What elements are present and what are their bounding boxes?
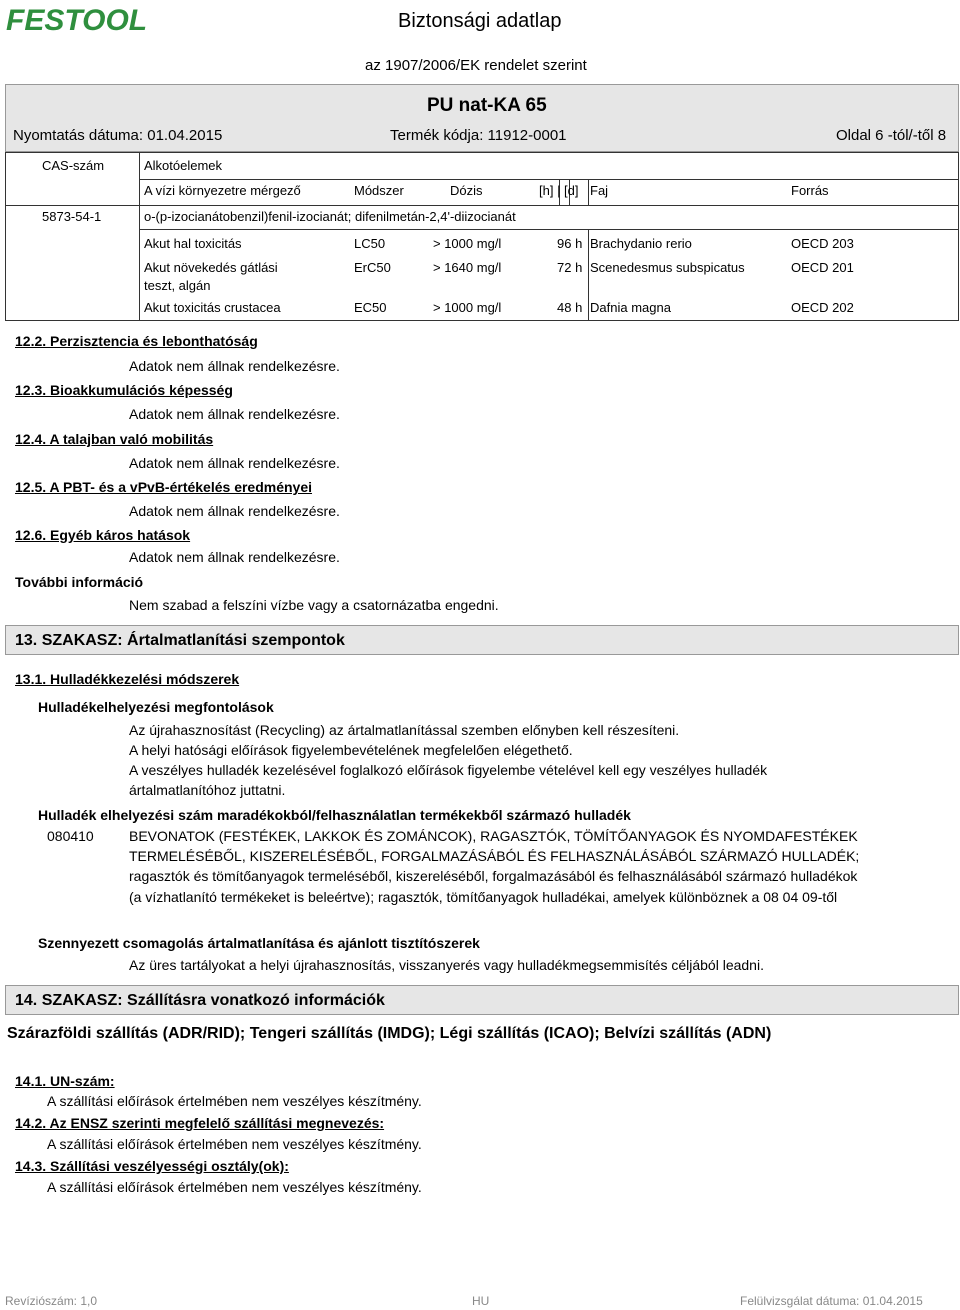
section-13-title: 13. SZAKASZ: Ártalmatlanítási szempontok	[15, 632, 345, 649]
source-header: Forrás	[791, 183, 829, 198]
waste-code: 080410	[47, 828, 94, 844]
row-dose: > 1000 mg/l	[433, 300, 502, 315]
review-date: Felülvizsgálat dátuma: 01.04.2015	[740, 1294, 923, 1308]
waste-heading: Hulladék elhelyezési szám maradékokból/felhasználatlan termékekből származó hulladék	[38, 807, 631, 823]
row-dose: > 1000 mg/l	[433, 236, 502, 251]
subsection-title-14-3: 14.3. Szállítási veszélyességi osztály(ok):	[15, 1158, 289, 1174]
row-species: Brachydanio rerio	[590, 236, 692, 251]
section-13-header	[5, 625, 959, 655]
subsection-text: Adatok nem állnak rendelkezésre.	[129, 406, 340, 422]
method-header: Módszer	[354, 183, 404, 198]
row-method: EC50	[354, 300, 387, 315]
disposal-line: A veszélyes hulladék kezelésével foglalkozó előírások figyelembe vételével kell egy veszélyes hulladék	[129, 762, 768, 778]
section-14-header	[5, 985, 959, 1015]
components-header: Alkotóelemek	[144, 158, 223, 173]
row-method: LC50	[354, 236, 386, 251]
row-source: OECD 201	[791, 260, 854, 275]
subsection-title-12-4: 12.4. A talajban való mobilitás	[15, 431, 214, 447]
row-test: Akut hal toxicitás	[144, 236, 242, 251]
further-info-text: Nem szabad a felszíni vízbe vagy a csatornázatba engedni.	[129, 597, 499, 613]
document-title: Biztonsági adatlap	[398, 10, 562, 32]
revision-number: Revíziószám: 1,0	[5, 1294, 98, 1308]
section-14-title: 14. SZAKASZ: Szállításra vonatkozó információk	[15, 992, 385, 1009]
toxicity-header: A vízi környezetre mérgező	[144, 183, 301, 198]
disposal-line: Az újrahasznosítást (Recycling) az ártalmatlanítással szemben előnyben kell részesíteni.	[129, 722, 680, 738]
disposal-heading: Hulladékelhelyezési megfontolások	[38, 699, 274, 715]
further-info-title: További információ	[15, 574, 144, 590]
festool-logo: FESTOOL	[6, 4, 148, 37]
subsection-title-14-1: 14.1. UN-szám:	[15, 1073, 115, 1089]
row-dose: > 1640 mg/l	[433, 260, 502, 275]
row-species: Scenedesmus subspicatus	[590, 260, 745, 275]
row-test-cont: teszt, algán	[144, 278, 211, 293]
subsection-title-13-1: 13.1. Hulladékkezelési módszerek	[15, 671, 240, 687]
product-code: Termék kódja: 11912-0001	[390, 127, 567, 144]
packaging-text: Az üres tartályokat a helyi újrahasznosítás, visszanyerés vagy hulladékmegsemmisítés céljából leadni.	[129, 957, 764, 973]
page-number: Oldal 6 -tól/-től 8	[836, 127, 947, 144]
disposal-line: A helyi hatósági előírások figyelembevételének megfelelően elégethető.	[129, 742, 573, 758]
row-method: ErC50	[354, 260, 391, 275]
row-time: 96 h	[557, 236, 583, 251]
waste-description: BEVONATOK (FESTÉKEK, LAKKOK ÉS ZOMÁNCOK), RAGASZTÓK, TÖMÍTŐANYAGOK ÉS NYOMDAFESTÉKEK TERMELÉSÉBŐL, KISZERELÉSÉBŐL, FORGALMAZÁSÁBÓL ÉS FELHASZNÁLÁSÁBÓL SZÁRMAZÓ HULLADÉK; ragasztók és tömítőanyagok termeléséből, kiszereléséből, forgalmazásából és felhasználásából származó hulladékok (a vízhatlanító termékeket is beleértve); ragasztók, tömítőanyagok hulladékai, amelyek különböznek a 08 04 09-től	[129, 828, 860, 905]
dose-header: Dózis	[450, 183, 483, 198]
transport-modes: Szárazföldi szállítás (ADR/RID); Tengeri szállítás (IMDG); Légi szállítás (ICAO); Belvízi szállítás (ADN)	[7, 1025, 772, 1042]
row-test: Akut toxicitás crustacea	[144, 300, 281, 315]
regulation-subtitle: az 1907/2006/EK rendelet szerint	[365, 57, 587, 74]
subsection-text: A szállítási előírások értelmében nem veszélyes készítmény.	[47, 1179, 422, 1195]
subsection-text: A szállítási előírások értelmében nem veszélyes készítmény.	[47, 1136, 422, 1152]
subsection-text: Adatok nem állnak rendelkezésre.	[129, 455, 340, 471]
subsection-title-14-2: 14.2. Az ENSZ szerinti megfelelő szállítási megnevezés:	[15, 1115, 385, 1131]
print-date: Nyomtatás dátuma: 01.04.2015	[13, 127, 223, 144]
cas-header: CAS-szám	[42, 158, 105, 173]
subsection-text: Adatok nem állnak rendelkezésre.	[129, 549, 340, 565]
ecotoxicity-table	[5, 152, 959, 321]
subsection-title-12-3: 12.3. Bioakkumulációs képesség	[15, 382, 233, 398]
subsection-text: Adatok nem állnak rendelkezésre.	[129, 358, 340, 374]
row-source: OECD 202	[791, 300, 854, 315]
subsection-text: A szállítási előírások értelmében nem veszélyes készítmény.	[47, 1093, 422, 1109]
row-source: OECD 203	[791, 236, 854, 251]
substance-name: o-(p-izocianátobenzil)fenil-izocianát; difenilmetán-2,4'-diizocianát	[144, 209, 516, 224]
subsection-text: Adatok nem állnak rendelkezésre.	[129, 503, 340, 519]
packaging-heading: Szennyezett csomagolás ártalmatlanítása és ajánlott tisztítószerek	[38, 935, 480, 951]
row-time: 72 h	[557, 260, 583, 275]
row-time: 48 h	[557, 300, 583, 315]
hd-header: [h] | [d]	[539, 183, 579, 198]
subsection-title-12-2: 12.2. Perzisztencia és lebonthatóság	[15, 333, 258, 349]
language-code: HU	[472, 1294, 490, 1308]
row-test: Akut növekedés gátlási	[144, 260, 278, 275]
subsection-title-12-5: 12.5. A PBT- és a vPvB-értékelés eredményei	[15, 479, 313, 495]
species-header: Faj	[590, 183, 609, 198]
subsection-title-12-6: 12.6. Egyéb káros hatások	[15, 527, 191, 543]
disposal-line: ártalmatlanítóhoz juttatni.	[129, 782, 286, 798]
cas-number: 5873-54-1	[42, 209, 102, 224]
product-name: PU nat-KA 65	[427, 95, 547, 116]
row-species: Dafnia magna	[590, 300, 671, 315]
